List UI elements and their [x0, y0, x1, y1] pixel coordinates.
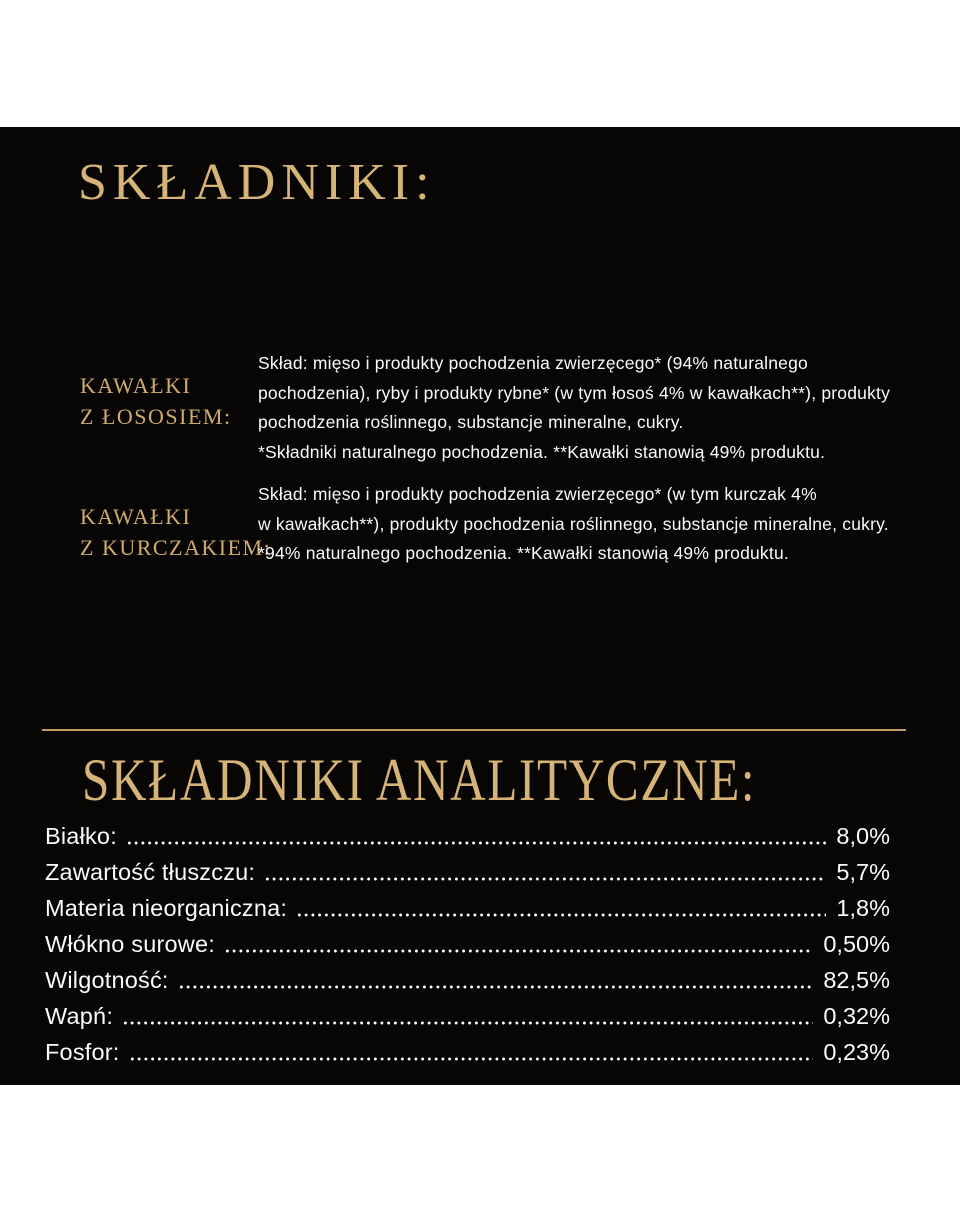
analytical-row-value: 0,50% [823, 931, 890, 957]
ingredient-text-line: *Składniki naturalnego pochodzenia. **Kawałki stanowią 49% produktu. [258, 441, 826, 462]
dot-leader [296, 913, 826, 917]
analytical-row [45, 962, 890, 998]
analytical-row-value: 1,8% [836, 895, 890, 921]
analytical-row-label: Fosfor: [45, 1039, 120, 1065]
analytical-row [45, 890, 890, 926]
label-panel [0, 127, 960, 1085]
ingredient-section-label-line: KAWAŁKI [80, 504, 192, 529]
ingredient-section-label-line: KAWAŁKI [80, 373, 192, 398]
analytical-row-label: Materia nieorganiczna: [45, 895, 288, 921]
analytical-row [45, 818, 890, 854]
ingredient-section-label-line: Z KURCZAKIEM: [80, 535, 272, 560]
ingredient-section-label [80, 480, 272, 569]
ingredient-section-text [258, 349, 892, 467]
dot-leader [264, 877, 826, 881]
analytical-row-value: 5,7% [836, 859, 890, 885]
analytical-row-value: 82,5% [823, 967, 890, 993]
analytical-title: SKŁADNIKI ANALITYCZNE: [82, 747, 757, 813]
ingredients-title: SKŁADNIKI: [78, 154, 436, 211]
dot-leader [126, 841, 826, 845]
dot-leader [224, 949, 813, 953]
analytical-row-label: Zawartość tłuszczu: [45, 859, 256, 885]
ingredient-text-line: pochodzenia roślinnego, substancje mineralne, cukry. [258, 412, 684, 432]
dot-leader [129, 1057, 814, 1061]
ingredient-text-line: *94% naturalnego pochodzenia. **Kawałki stanowią 49% produktu. [258, 543, 789, 563]
dot-leader [178, 985, 814, 989]
analytical-row [45, 998, 890, 1034]
analytical-row [45, 854, 890, 890]
analytical-table [45, 818, 890, 1070]
ingredient-section [80, 480, 892, 569]
analytical-row-value: 0,23% [823, 1039, 890, 1065]
dot-leader [122, 1021, 813, 1025]
analytical-row-label: Białko: [45, 823, 117, 849]
analytical-row [45, 926, 890, 962]
ingredient-text-line: pochodzenia), ryby i produkty rybne* (w tym łosoś 4% w kawałkach**), produkty [258, 382, 891, 403]
analytical-row-label: Wilgotność: [45, 967, 169, 993]
ingredient-text-line: w kawałkach**), produkty pochodzenia roślinnego, substancje mineralne, cukry. [258, 513, 889, 534]
analytical-row-label: Włókno surowe: [45, 931, 215, 957]
ingredient-section-label [80, 349, 258, 467]
analytical-row-value: 0,32% [823, 1003, 890, 1029]
ingredient-text-line: Skład: mięso i produkty pochodzenia zwierzęcego* (w tym kurczak 4% [258, 484, 817, 504]
ingredient-section [80, 349, 892, 467]
analytical-row-value: 8,0% [836, 823, 890, 849]
ingredient-section-text [258, 480, 892, 569]
section-divider [42, 729, 906, 731]
analytical-row [45, 1034, 890, 1070]
ingredient-section-label-line: Z ŁOSOSIEM: [80, 404, 232, 429]
ingredient-text-line: Skład: mięso i produkty pochodzenia zwierzęcego* (94% naturalnego [258, 353, 808, 373]
analytical-row-label: Wapń: [45, 1003, 114, 1029]
